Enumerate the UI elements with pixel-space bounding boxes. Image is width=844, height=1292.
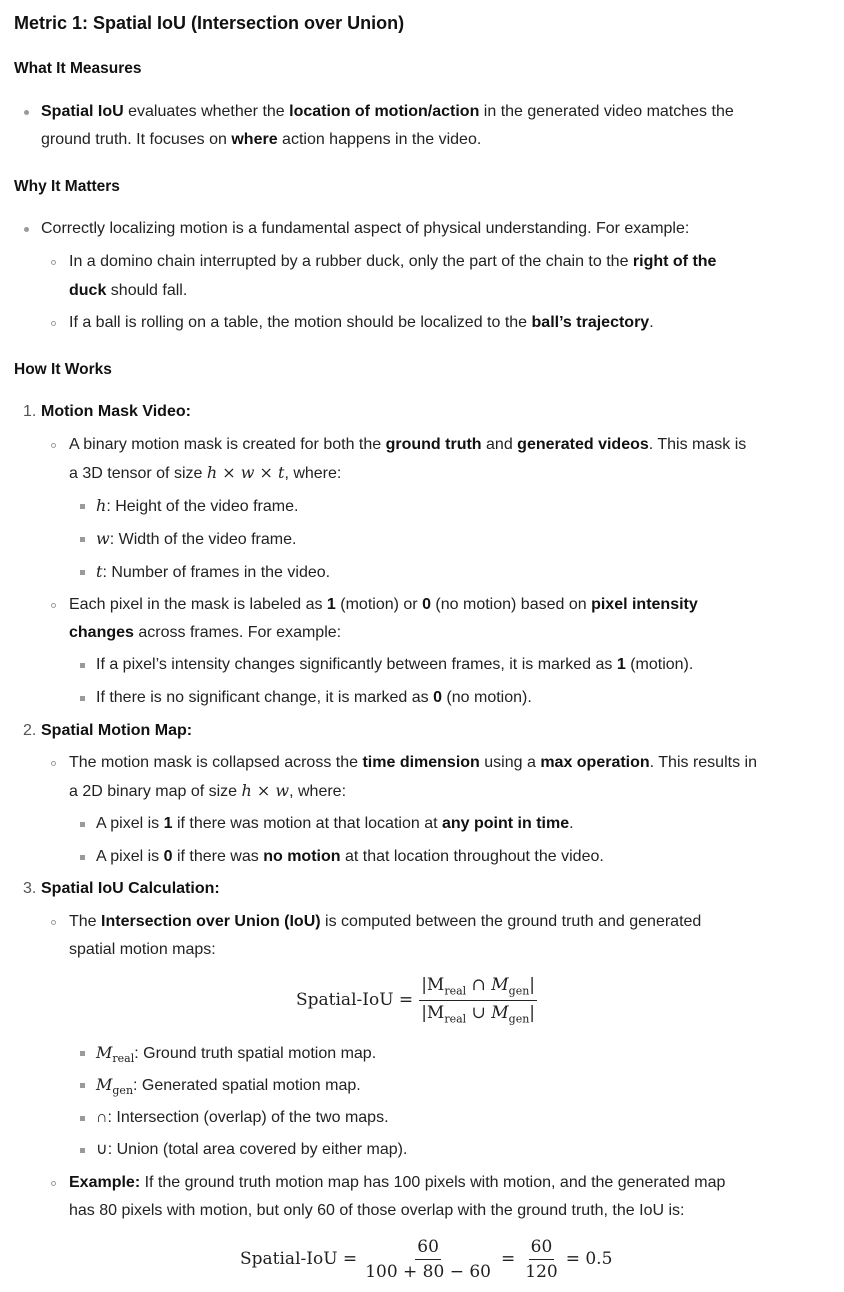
why-sub-1-line-2: duck should fall. [69, 282, 188, 299]
def-m-gen: $M_{gen}$: Generated spatial motion map. [96, 1075, 361, 1098]
example-no-motion: If there is no significant change, it is marked as 0 (no motion). [96, 689, 532, 706]
dim-h: h: Height of the video frame. [96, 496, 299, 515]
bullet-icon [24, 227, 29, 232]
square-bullet-icon [80, 537, 85, 542]
square-bullet-icon [80, 504, 85, 509]
step-2-p1-line-2: a 2D binary map of size h × w, where: [69, 781, 347, 800]
page-title: Metric 1: Spatial IoU (Intersection over Union) [14, 13, 405, 33]
section-heading-why: Why It Matters [14, 178, 120, 195]
dim-w: w: Width of the video frame. [96, 529, 297, 548]
step-number: 1. [23, 403, 37, 420]
step-1-title: Motion Mask Video: [41, 403, 191, 420]
square-bullet-icon [80, 822, 85, 827]
step-number: 2. [23, 722, 37, 739]
step-number: 3. [23, 880, 37, 897]
sub-bullet-icon [51, 260, 56, 265]
why-sub-2: If a ball is rolling on a table, the motion should be localized to the ball’s trajectory. [69, 314, 654, 331]
dim-t: t: Number of frames in the video. [96, 562, 331, 581]
example-motion: If a pixel’s intensity changes significantly between frames, it is marked as 1 (motion). [96, 656, 694, 673]
map-pixel-0: A pixel is 0 if there was no motion at that location throughout the video. [96, 848, 604, 865]
why-sub-1-line-1: In a domino chain interrupted by a rubber duck, only the part of the chain to the right of the [69, 253, 717, 270]
example-line-2: has 80 pixels with motion, but only 60 of those overlap with the ground truth, the IoU is: [69, 1202, 685, 1219]
def-union: ∪: Union (total area covered by either map). [96, 1141, 408, 1158]
sub-bullet-icon [51, 1181, 56, 1186]
step-3-title: Spatial IoU Calculation: [41, 880, 220, 897]
sub-bullet-icon [51, 761, 56, 766]
example-formula: Spatial-IoU = $\frac{60}{100 + 80 - 60}$ = $\frac{60}{120}$ = 0.5 [240, 1236, 613, 1282]
sub-bullet-icon [51, 443, 56, 448]
square-bullet-icon [80, 696, 85, 701]
bullet-icon [24, 110, 29, 115]
section-heading-how: How It Works [14, 361, 112, 378]
spatial-iou-formula: Spatial-IoU = $\frac{|M_{real} \cap M_{gen}|}{|M_{real} \cup M_{gen}|}$ [296, 975, 536, 1025]
square-bullet-icon [80, 1083, 85, 1088]
step-1-p1-line-1: A binary motion mask is created for both the ground truth and generated videos. This mask is [69, 436, 747, 453]
step-2-title: Spatial Motion Map: [41, 722, 193, 739]
step-1-p2-line-1: Each pixel in the mask is labeled as 1 (motion) or 0 (no motion) based on pixel intensity [69, 596, 698, 613]
section-heading-what: What It Measures [14, 60, 142, 77]
step-3-p1-line-1: The Intersection over Union (IoU) is computed between the ground truth and generated [69, 913, 702, 930]
what-line-2: ground truth. It focuses on where action happens in the video. [41, 131, 482, 148]
step-1-p2-line-2: changes across frames. For example: [69, 624, 342, 641]
def-intersection: ∩: Intersection (overlap) of the two maps. [96, 1109, 389, 1126]
square-bullet-icon [80, 1116, 85, 1121]
square-bullet-icon [80, 663, 85, 668]
square-bullet-icon [80, 570, 85, 575]
square-bullet-icon [80, 1051, 85, 1056]
sub-bullet-icon [51, 603, 56, 608]
def-m-real: $M_{real}$: Ground truth spatial motion map. [96, 1043, 377, 1066]
example-line-1: Example: If the ground truth motion map has 100 pixels with motion, and the generated map [69, 1174, 726, 1191]
map-pixel-1: A pixel is 1 if there was motion at that location at any point in time. [96, 815, 574, 832]
sub-bullet-icon [51, 920, 56, 925]
square-bullet-icon [80, 855, 85, 860]
sub-bullet-icon [51, 321, 56, 326]
step-3-p1-line-2: spatial motion maps: [69, 941, 216, 958]
why-line-1: Correctly localizing motion is a fundamental aspect of physical understanding. For example: [41, 220, 690, 237]
step-2-p1-line-1: The motion mask is collapsed across the time dimension using a max operation. This results in [69, 754, 757, 771]
step-1-p1-line-2: a 3D tensor of size h × w × t, where: [69, 463, 342, 482]
what-line-1: Spatial IoU evaluates whether the location of motion/action in the generated video matches the [41, 103, 734, 120]
square-bullet-icon [80, 1148, 85, 1153]
